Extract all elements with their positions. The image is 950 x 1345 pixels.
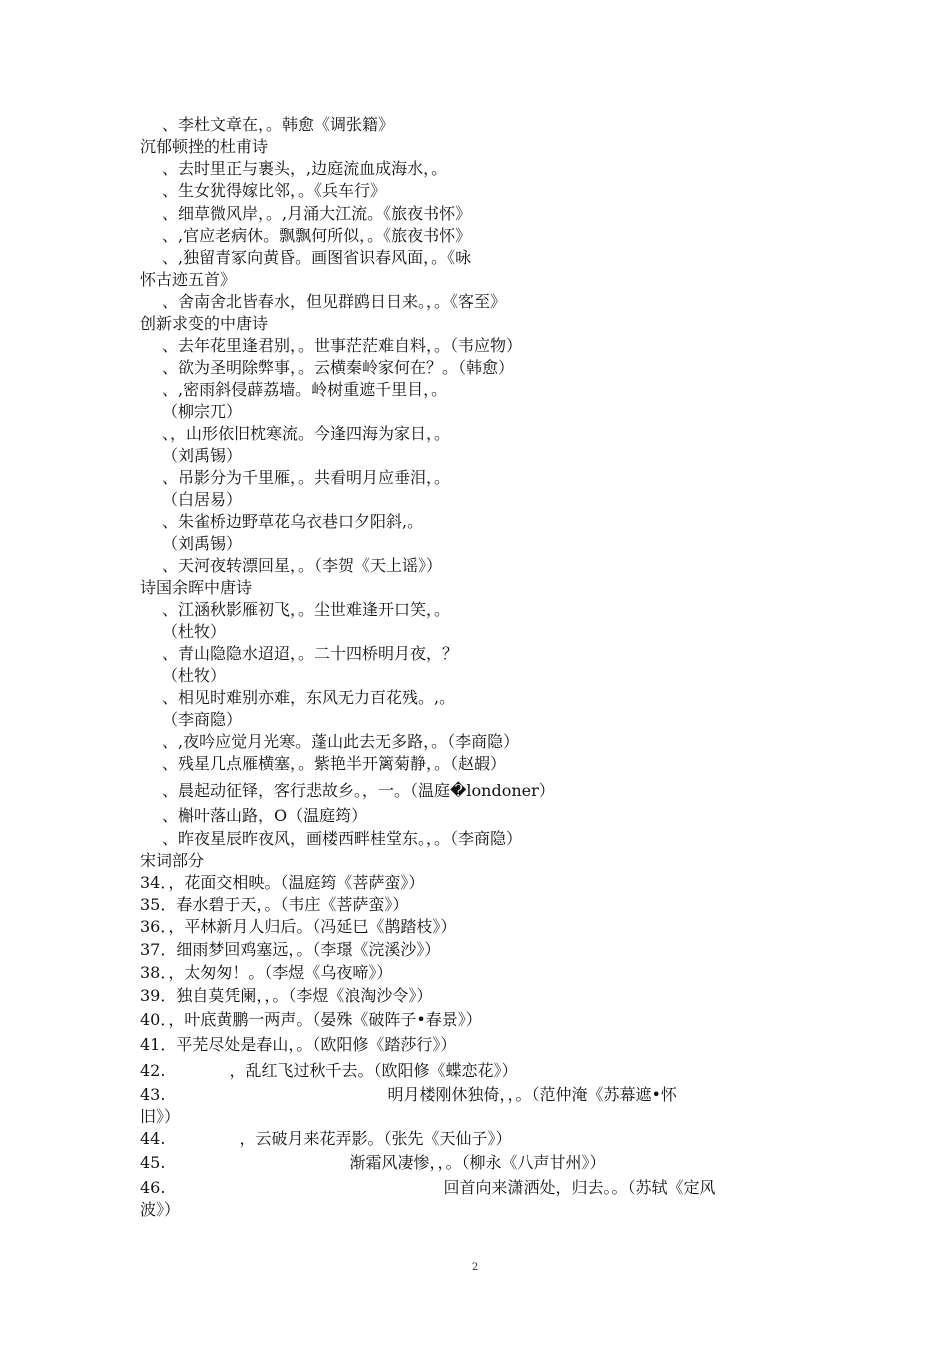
item-text: 旧》） xyxy=(140,1107,181,1126)
item-43 xyxy=(140,1085,677,1105)
item-text: 明月楼刚休独倚，，。（范仲淹《苏幕遮•怀 xyxy=(387,1085,677,1104)
text-line: 、去时里正与裹头，,边庭流血成海水，。 xyxy=(162,159,448,178)
text-line: 、欲为圣明除弊事，。云横秦岭家何在？。（韩愈） xyxy=(162,358,515,377)
text-line: 、槲叶落山路，O（温庭筠） xyxy=(162,806,368,825)
text-line: （杜牧） xyxy=(162,622,227,641)
text-line: 、,官应老病休。飘飘何所似，。《旅夜书怀》 xyxy=(162,226,472,245)
section-heading: 沉郁顿挫的杜甫诗 xyxy=(140,137,269,156)
section-heading: 创新求变的中唐诗 xyxy=(140,314,269,333)
text-line: 、昨夜星辰昨夜风，画楼西畔桂堂东。，。（李商隐） xyxy=(162,829,523,848)
text-line: （李商隐） xyxy=(162,710,243,729)
text-line: 、去年花里逢君别，。世事茫茫难自料，。（韦应物） xyxy=(162,336,523,355)
text-line: 38．，太匆匆！。（李煜《乌夜啼》） xyxy=(140,963,393,982)
section-heading: 宋词部分 xyxy=(140,851,205,870)
section-heading: 诗国余晖中唐诗 xyxy=(140,578,253,597)
text-line: 41．平芜尽处是春山，。（欧阳修《踏莎行》） xyxy=(140,1035,457,1054)
text-line: （白居易） xyxy=(162,490,243,509)
text-line: 、晨起动征铎，客行悲故乡。，一。（温庭�londoner） xyxy=(162,781,555,800)
item-text: ，乱红飞过秋千去。（欧阳修《蝶恋花》） xyxy=(229,1061,518,1080)
item-number: 45. xyxy=(140,1153,166,1172)
text-line: 、李杜文章在，。韩愈《调张籍》 xyxy=(162,115,395,134)
text-line: 35．春水碧于天，。（韦庄《菩萨蛮》） xyxy=(140,895,409,914)
text-line: 、残星几点雁横塞，。紫艳半开篱菊静，。（赵嘏） xyxy=(162,754,507,773)
text-line: 怀古迹五首》 xyxy=(140,270,237,289)
item-number: 44. xyxy=(140,1129,166,1148)
text-line: 40．，叶底黄鹏一两声。（晏殊《破阵子•春景》） xyxy=(140,1010,482,1029)
item-number: 42. xyxy=(140,1061,166,1080)
item-45 xyxy=(140,1153,605,1173)
item-46-continuation xyxy=(140,1200,180,1220)
item-44 xyxy=(140,1129,511,1149)
text-line: 、朱雀桥边野草花乌衣巷口夕阳斜,。 xyxy=(162,512,424,531)
text-line: 36．，平林新月人归后。（冯延巳《鹊踏枝》） xyxy=(140,917,457,936)
text-line: 、舍南舍北皆春水，但见群鸥日日来。，。《客至》 xyxy=(162,292,507,311)
text-line: 39．独自莫凭阑，，。（李煜《浪淘沙令》） xyxy=(140,986,433,1005)
text-line: （刘禹锡） xyxy=(162,534,243,553)
page-number: 2 xyxy=(471,1262,479,1273)
item-text: 渐霜风凄惨，，。（柳永《八声甘州》） xyxy=(349,1153,606,1172)
text-line: （柳宗兀） xyxy=(162,402,243,421)
text-line: 、，山形依旧枕寒流。今逢四海为家日，。 xyxy=(162,424,451,443)
text-line: 、细草微风岸，。,月涌大江流。《旅夜书怀》 xyxy=(162,204,472,223)
item-42 xyxy=(140,1061,517,1081)
text-line: （刘禹锡） xyxy=(162,446,243,465)
item-46 xyxy=(140,1178,715,1198)
text-line: 34．，花面交相映。（温庭筠《菩萨蛮》） xyxy=(140,873,425,892)
text-line: 、天河夜转漂回星，。（李贺《天上谣》） xyxy=(162,556,443,575)
text-line: 、江涵秋影雁初飞，。尘世难逢开口笑，。 xyxy=(162,600,451,619)
text-line: 、,夜吟应觉月光寒。蓬山此去无多路，。（李商隐） xyxy=(162,732,520,751)
item-43-continuation xyxy=(140,1107,180,1127)
item-text: 波》） xyxy=(140,1200,181,1219)
text-line: 37．细雨梦回鸡塞远，。（李璟《浣溪沙》） xyxy=(140,940,441,959)
text-line: （杜牧） xyxy=(162,666,227,685)
text-line: 、相见时难别亦难，东风无力百花残。,。 xyxy=(162,688,456,707)
text-line: 、,密雨斜侵薜荔墙。岭树重遮千里目，。 xyxy=(162,380,448,399)
item-number: 46. xyxy=(140,1178,166,1197)
text-line: 、青山隐隐水迢迢，。二十四桥明月夜，？ xyxy=(162,644,459,663)
text-line: 、吊影分为千里雁，。共看明月应垂泪，。 xyxy=(162,468,451,487)
text-line: 、,独留青冢向黄昏。画图省识春风面，。《咏 xyxy=(162,248,472,267)
text-line: 、生女犹得嫁比邻，。《兵车行》 xyxy=(162,181,387,200)
item-text: 回首向来潇洒处，归去。。（苏轼《定风 xyxy=(443,1178,716,1197)
item-text: ，云破月来花弄影。（张先《天仙子》） xyxy=(239,1129,512,1148)
item-number: 43. xyxy=(140,1085,166,1104)
